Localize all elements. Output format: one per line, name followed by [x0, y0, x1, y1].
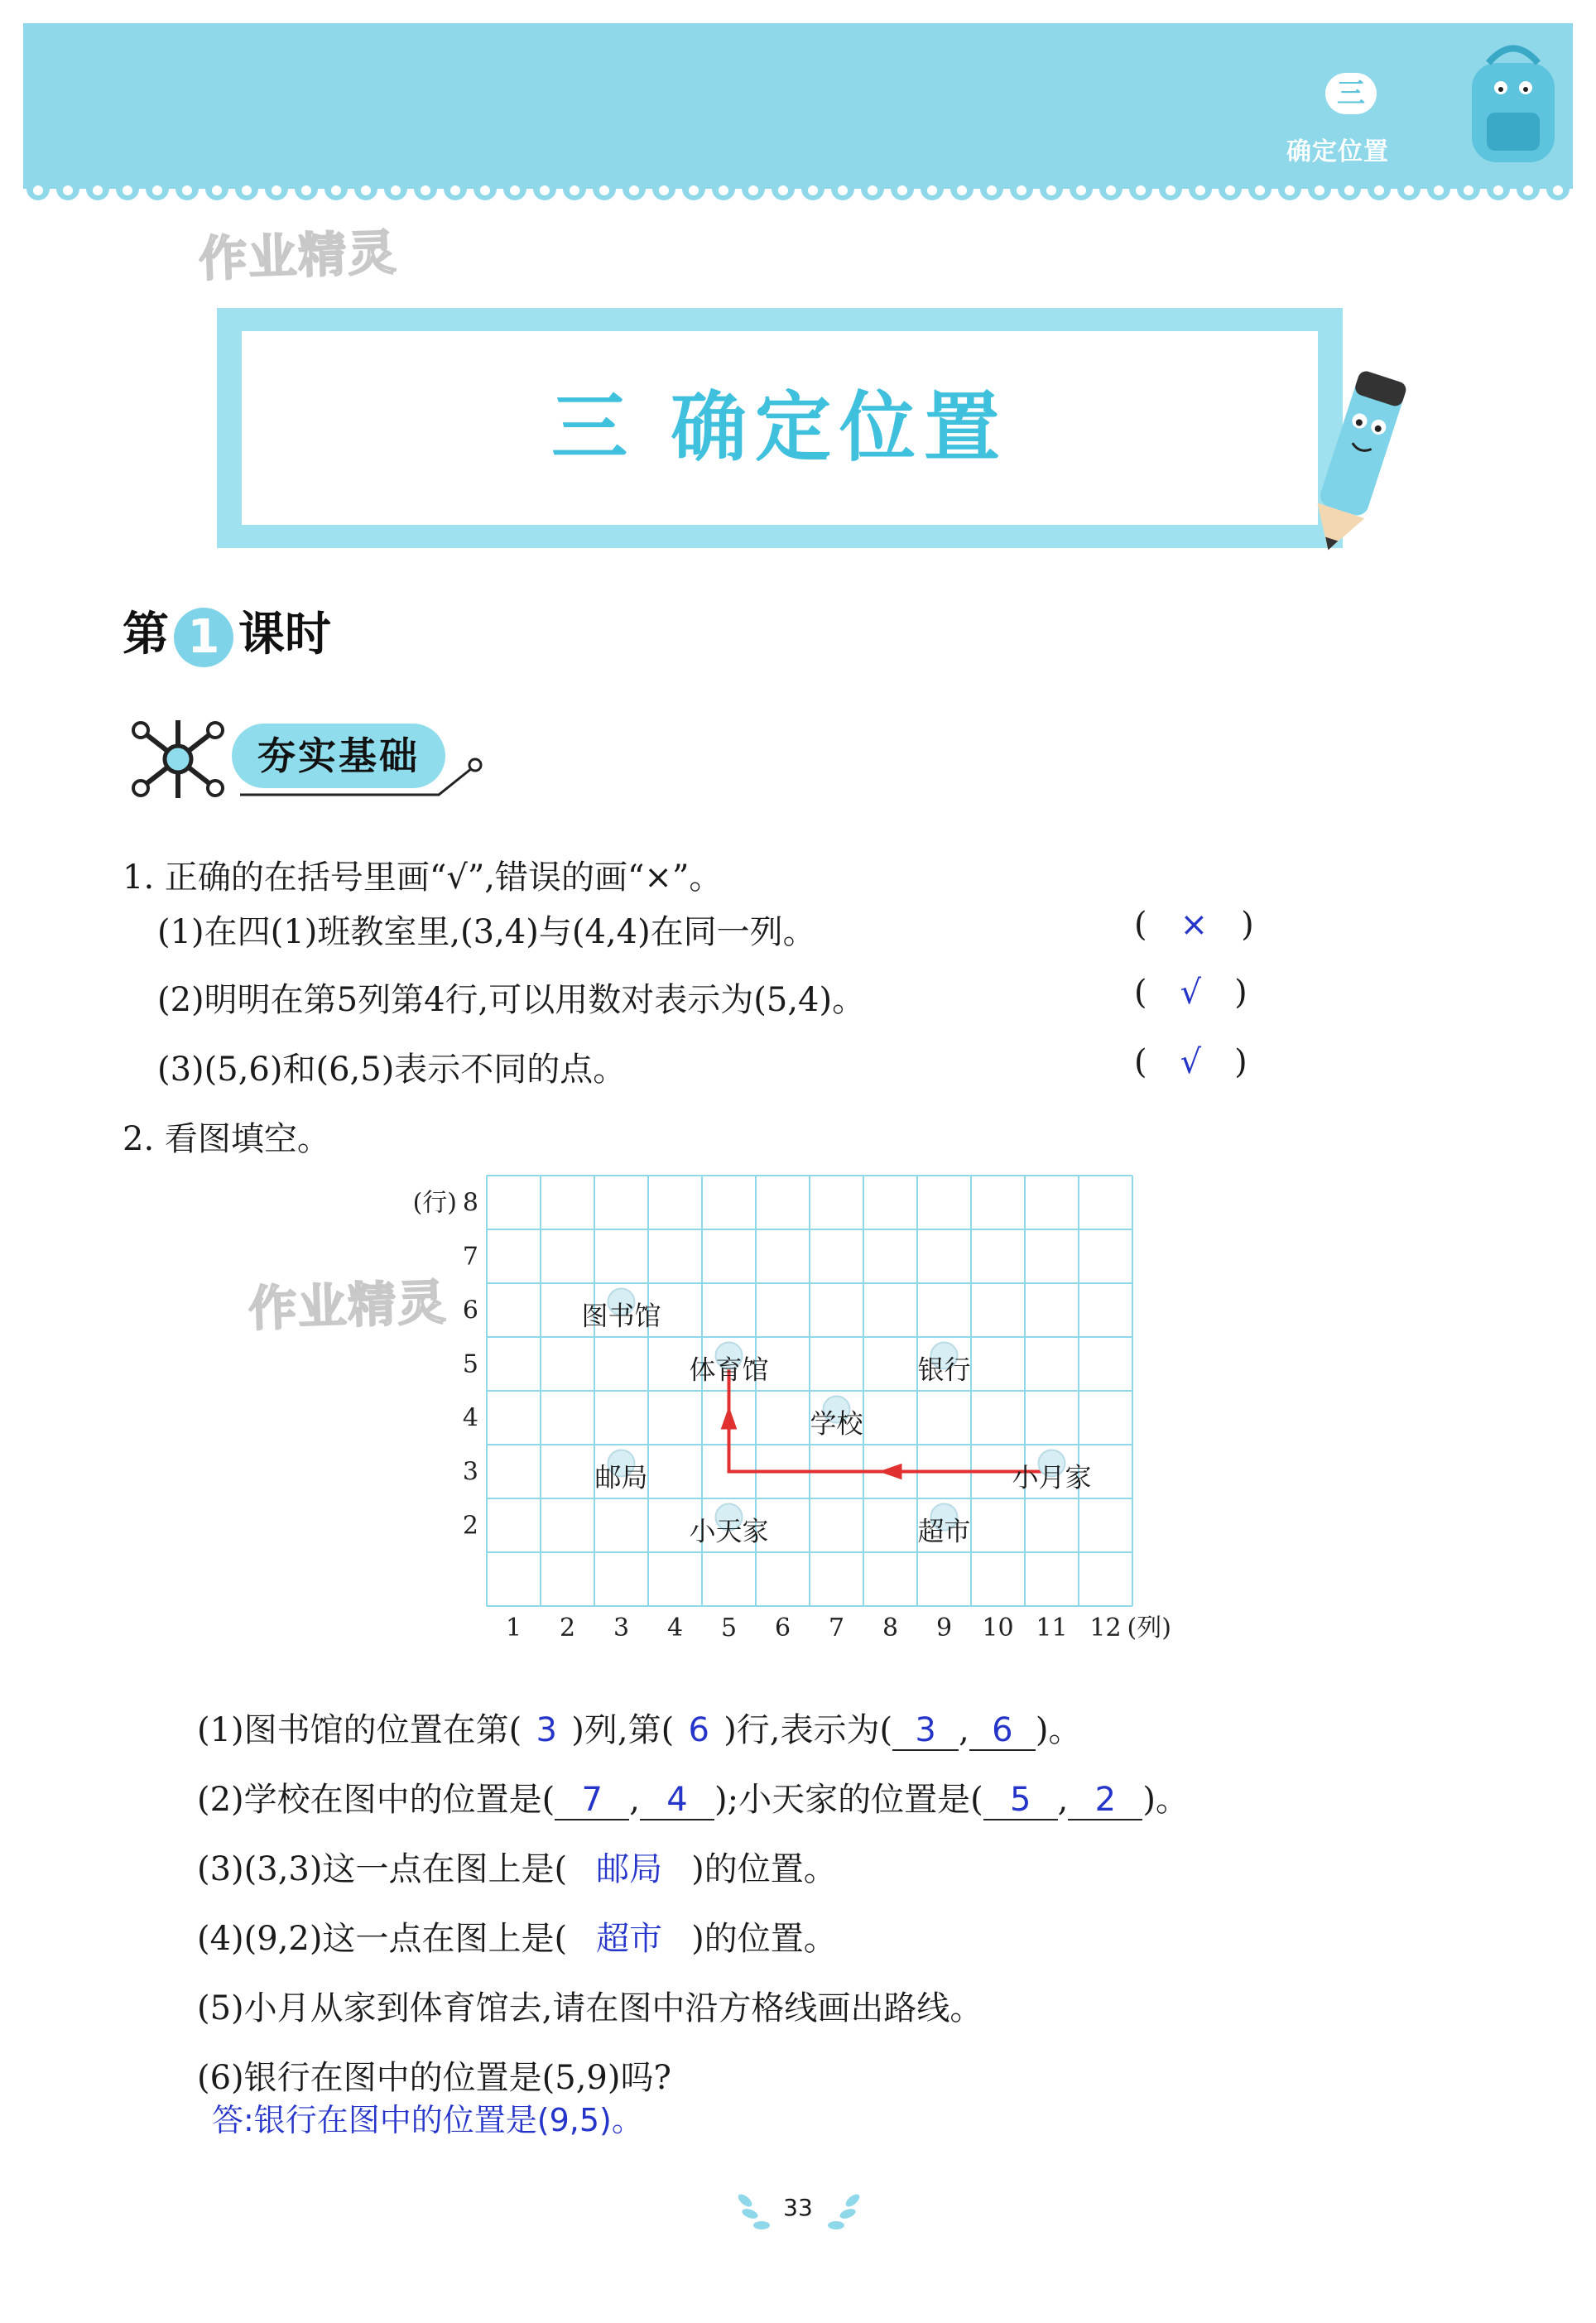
place-label: 小天家 [689, 1515, 769, 1547]
q2-sub1-x: 3 [892, 1711, 959, 1751]
y-axis-label: (行) [412, 1188, 457, 1218]
y-tick-label: 8 [462, 1188, 478, 1218]
x-tick-label: 6 [774, 1614, 791, 1642]
q1-answer-2-paren: ( √ ) [1134, 974, 1247, 1012]
place-label: 体育馆 [689, 1354, 769, 1386]
network-icon [124, 714, 232, 805]
x-tick-label: 1 [505, 1614, 522, 1642]
route-arrow [879, 1464, 902, 1480]
q2-sub4 [197, 1912, 837, 1960]
chart-gridlines [487, 1176, 1132, 1606]
q1-item-2: (2)明明在第5列第4行,可以用数对表示为(5,4)。 [157, 981, 866, 1019]
place-label: 学校 [810, 1407, 863, 1440]
q2-sub1-text-e: )。 [1035, 1711, 1082, 1749]
q2-sub1-y: 6 [969, 1711, 1036, 1751]
q2-sub3-text-a: (3)(3,3)这一点在图上是( [197, 1850, 568, 1888]
chapter-badge: 三 [1325, 73, 1377, 114]
q2-sub1 [197, 1704, 1081, 1751]
q2-sub3-answer: 邮局 [596, 1850, 663, 1888]
x-tick-label: 4 [666, 1614, 684, 1642]
q2-sub3-text-b: )的位置。 [691, 1850, 837, 1888]
pencil-mascot-icon [1283, 348, 1432, 571]
x-tick-label: 12 [1089, 1614, 1122, 1642]
place-label: 银行 [917, 1354, 971, 1386]
y-tick-label: 4 [462, 1403, 478, 1433]
x-tick-label: 10 [982, 1614, 1014, 1642]
lesson-heading [123, 598, 331, 667]
q2-sub2-text-d: , [1057, 1781, 1069, 1819]
route-path [721, 1364, 1052, 1480]
q2-sub2 [197, 1773, 1189, 1820]
route-arrow [721, 1407, 738, 1430]
q2-sub2-y1: 4 [640, 1781, 714, 1820]
lesson-suffix: 课时 [238, 608, 331, 661]
y-tick-label: 6 [462, 1296, 478, 1325]
watermark-logo: 作业精灵 [248, 1273, 449, 1338]
q1-title: 1. 正确的在括号里画“√”,错误的画“×”。 [123, 858, 723, 897]
y-tick-label: 2 [462, 1511, 478, 1541]
q1-answer-2: √ [1180, 974, 1202, 1012]
q1-answer-1-paren: ( × ) [1134, 906, 1254, 944]
y-tick-label: 7 [462, 1242, 478, 1272]
q2-sub6-answer: 答:银行在图中的位置是(9,5)。 [212, 2102, 643, 2138]
header-section-title: 确定位置 [1286, 137, 1389, 166]
q2-sub2-y2: 2 [1068, 1781, 1142, 1820]
q2-sub6: (6)银行在图中的位置是(5,9)吗? [197, 2059, 671, 2097]
place-label: 超市 [917, 1515, 971, 1547]
q2-sub4-answer: 超市 [596, 1920, 663, 1958]
q2-sub2-x2: 5 [983, 1781, 1058, 1820]
q2-sub2-text-b: , [629, 1781, 640, 1819]
page-number: 33 [783, 2194, 813, 2221]
x-tick-label: 3 [613, 1614, 630, 1642]
route-line [729, 1364, 1052, 1472]
chart-points [581, 1289, 1091, 1547]
x-tick-label: 2 [559, 1614, 576, 1642]
backpack-icon [1455, 30, 1571, 171]
q2-sub1-row: 6 [688, 1711, 709, 1749]
header-scallop-border [23, 176, 1573, 204]
q2-sub2-text-e: )。 [1142, 1781, 1189, 1819]
place-label: 小月家 [1012, 1461, 1092, 1493]
q1-answer-3-paren: ( √ ) [1134, 1043, 1247, 1081]
q2-sub4-text-b: )的位置。 [691, 1920, 837, 1958]
q2-title: 2. 看图填空。 [123, 1120, 330, 1158]
q1-item-3: (3)(5,6)和(6,5)表示不同的点。 [157, 1051, 627, 1089]
q2-sub1-col: 3 [536, 1711, 557, 1749]
q2-sub1-text-c: )行,表示为( [723, 1711, 893, 1749]
q2-sub1-text-d: , [959, 1711, 969, 1749]
chapter-title: 三 确定位置 [550, 383, 1009, 472]
place-label: 图书馆 [581, 1300, 661, 1332]
lesson-prefix: 第 [123, 608, 169, 661]
q1-answer-1: × [1180, 906, 1209, 944]
place-label: 邮局 [594, 1461, 648, 1493]
q2-sub1-text-b: )列,第( [571, 1711, 675, 1749]
x-tick-label: 8 [882, 1614, 899, 1642]
q1-item-1: (1)在四(1)班教室里,(3,4)与(4,4)在同一列。 [157, 913, 816, 951]
q2-sub3 [197, 1843, 837, 1890]
x-tick-label: 5 [720, 1614, 738, 1642]
y-tick-label: 5 [462, 1349, 478, 1379]
lesson-number-badge: 1 [174, 608, 233, 667]
y-tick-label: 3 [462, 1457, 478, 1487]
x-tick-label: 11 [1036, 1614, 1068, 1642]
x-axis-label: (列) [1127, 1614, 1171, 1642]
x-tick-label: 9 [935, 1614, 953, 1642]
q2-sub5: (5)小月从家到体育馆去,请在图中沿方格线画出路线。 [197, 1989, 983, 2027]
watermark-logo: 作业精灵 [198, 224, 399, 288]
q2-sub4-text-a: (4)(9,2)这一点在图上是( [197, 1920, 568, 1958]
position-grid-chart [397, 1188, 1171, 1672]
x-tick-label: 7 [828, 1614, 845, 1642]
q2-sub1-text-a: (1)图书馆的位置在第( [197, 1711, 522, 1749]
section-label: 夯实基础 [257, 733, 420, 778]
q2-sub2-text-a: (2)学校在图中的位置是( [197, 1781, 555, 1819]
q1-answer-3: √ [1180, 1043, 1202, 1081]
chart-ticks [413, 1189, 1171, 1643]
q2-sub2-x1: 7 [555, 1781, 629, 1820]
q2-sub2-text-c: );小天家的位置是( [714, 1781, 983, 1819]
